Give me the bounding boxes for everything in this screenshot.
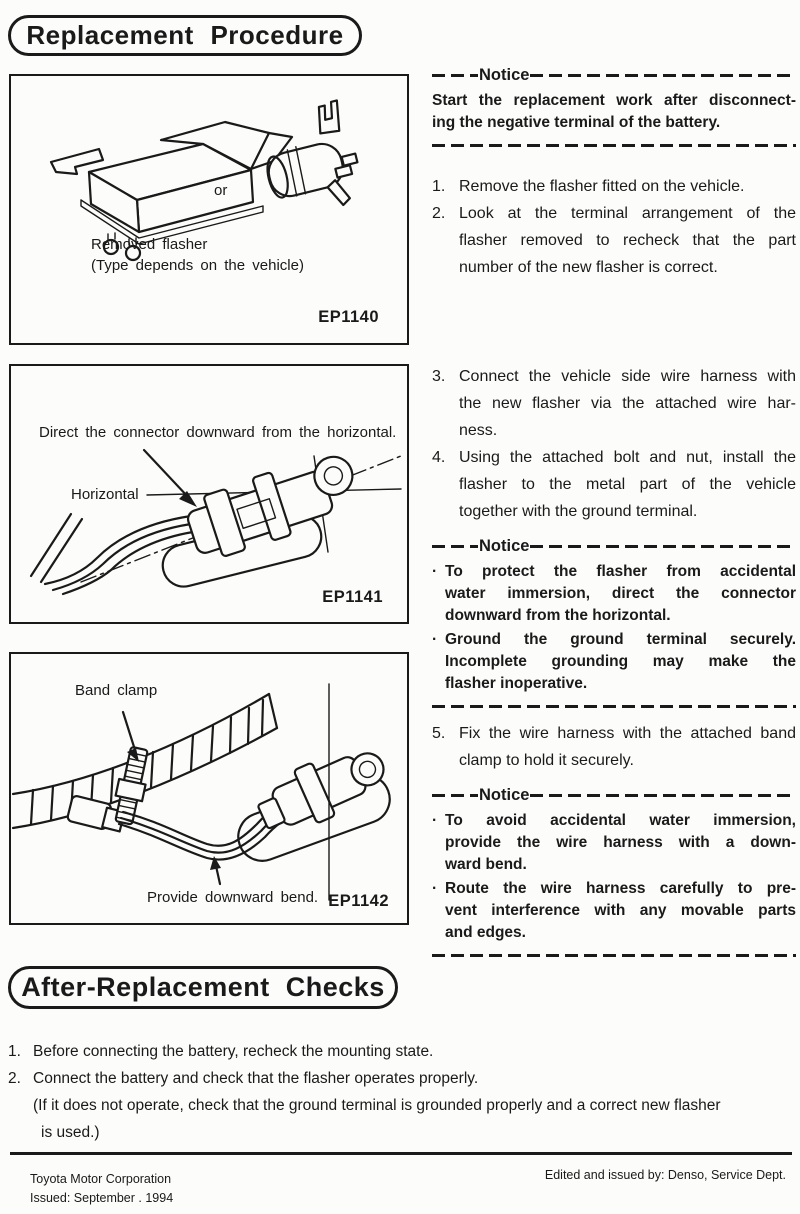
band-clamp-drawing	[11, 654, 406, 922]
notice-label: Notice	[479, 65, 530, 84]
dash-line	[432, 954, 796, 957]
step-text: Remove the flasher fitted on the vehicle.	[459, 178, 745, 195]
steps-group-3	[432, 720, 796, 774]
footer-editor: Edited and issued by: Denso, Service Dept.	[544, 1168, 786, 1182]
fig3-code: EP1142	[328, 892, 389, 910]
notice-battery	[432, 64, 796, 147]
notice-item	[432, 810, 796, 876]
figure-band-clamp	[9, 652, 409, 925]
bullet: ·	[432, 631, 438, 648]
down-arrow	[144, 450, 197, 507]
fig3-bend-label: Provide downward bend.	[147, 889, 319, 906]
page-title-text: Replacement Procedure	[26, 20, 344, 50]
bullet: ·	[432, 812, 438, 829]
dash-line	[530, 74, 796, 77]
step-4	[432, 444, 796, 525]
harness-connector	[251, 736, 394, 842]
notice-item-text: To avoid accidental water immersion, provide the wire harness with a down- ward bend.	[445, 812, 796, 873]
check-1	[8, 1038, 794, 1065]
notice-item-text: Route the wire harness carefully to pre- vent interference with any movable parts and edges.	[445, 880, 796, 941]
notice-item-text: Ground the ground terminal securely. Incomplete grounding may make the flasher inoperative.	[445, 631, 796, 692]
check-number: 1.	[8, 1043, 21, 1060]
dash-line	[432, 545, 478, 548]
section-title-text: After-Replacement Checks	[21, 972, 385, 1002]
step-number: 3.	[432, 368, 446, 385]
notice-header	[432, 784, 796, 806]
dash-line	[432, 705, 796, 708]
notice-header	[432, 535, 796, 557]
check-number: 2.	[8, 1070, 21, 1087]
step-number: 4.	[432, 449, 446, 466]
bullet: ·	[432, 880, 438, 897]
notice-item	[432, 878, 796, 944]
notice-routing	[432, 784, 796, 957]
steps-group-2	[432, 363, 796, 525]
clamp-arrow	[123, 712, 139, 762]
fig2-code: EP1141	[322, 588, 383, 606]
footer-publisher	[30, 1170, 173, 1208]
step-5	[432, 720, 796, 774]
dash-line	[432, 74, 478, 77]
procedure-column	[432, 64, 796, 957]
fig2-annotation: Direct the connector downward from the horizontal.	[39, 424, 397, 441]
bullet: ·	[432, 563, 438, 580]
step-3	[432, 363, 796, 444]
section-title	[8, 966, 398, 1009]
step-number: 5.	[432, 725, 446, 742]
or-label: or	[214, 182, 228, 199]
page-title	[8, 15, 362, 56]
footer-issue-date: Issued: September . 1994	[30, 1191, 174, 1205]
notice-body	[432, 810, 796, 944]
fig1-caption: Removed flasher (Type depends on the vehicle)	[91, 236, 304, 274]
check-text: Connect the battery and check that the flasher operates properly. (If it does not operate, check that the ground terminal is grounded properly and a correct new flasher is used.)	[33, 1070, 721, 1141]
dash-line	[530, 545, 796, 548]
fig1-code: EP1140	[318, 308, 379, 326]
dash-line	[530, 794, 796, 797]
figure-connector-direction	[9, 364, 409, 624]
check-2	[8, 1065, 794, 1146]
step-number: 1.	[432, 178, 446, 195]
notice-body: Start the replacement work after disconnect- ing the negative terminal of the battery.	[432, 92, 796, 131]
step-text: Connect the vehicle side wire harness with the new flasher via the attached wire har- ness.	[459, 368, 796, 439]
footer-company: Toyota Motor Corporation	[30, 1172, 172, 1186]
dash-line	[432, 794, 478, 797]
removed-flasher-drawing	[11, 76, 406, 342]
cylindrical-flasher-illustration	[254, 99, 366, 221]
dash-line	[432, 144, 796, 147]
step-2	[432, 200, 796, 281]
notice-header	[432, 64, 796, 86]
step-1	[432, 173, 796, 200]
notice-item	[432, 629, 796, 695]
step-text: Fix the wire harness with the attached band clamp to hold it securely.	[459, 725, 796, 769]
after-replacement-checks	[8, 1038, 794, 1146]
step-text: Look at the terminal arrangement of the flasher removed to recheck that the part number of the new flasher is correct.	[459, 205, 796, 276]
notice-item	[432, 561, 796, 627]
check-text: Before connecting the battery, recheck the mounting state.	[33, 1043, 434, 1060]
notice-body	[432, 561, 796, 695]
steps-group-1	[432, 173, 796, 281]
step-text: Using the attached bolt and nut, install the flasher to the metal part of the vehicle together with the ground terminal.	[459, 449, 796, 520]
notice-water-immersion	[432, 535, 796, 708]
fig3-band-clamp-label: Band clamp	[75, 682, 158, 699]
connector-illustration	[182, 448, 365, 564]
notice-item-text: To protect the flasher from accidental water immersion, direct the connector downward from the horizontal.	[445, 563, 796, 624]
notice-label: Notice	[479, 536, 530, 555]
step-number: 2.	[432, 205, 446, 222]
figure-removed-flasher	[9, 74, 409, 345]
footer-divider	[10, 1152, 792, 1155]
notice-label: Notice	[479, 785, 530, 804]
fig2-horizontal-label: Horizontal	[71, 486, 139, 503]
